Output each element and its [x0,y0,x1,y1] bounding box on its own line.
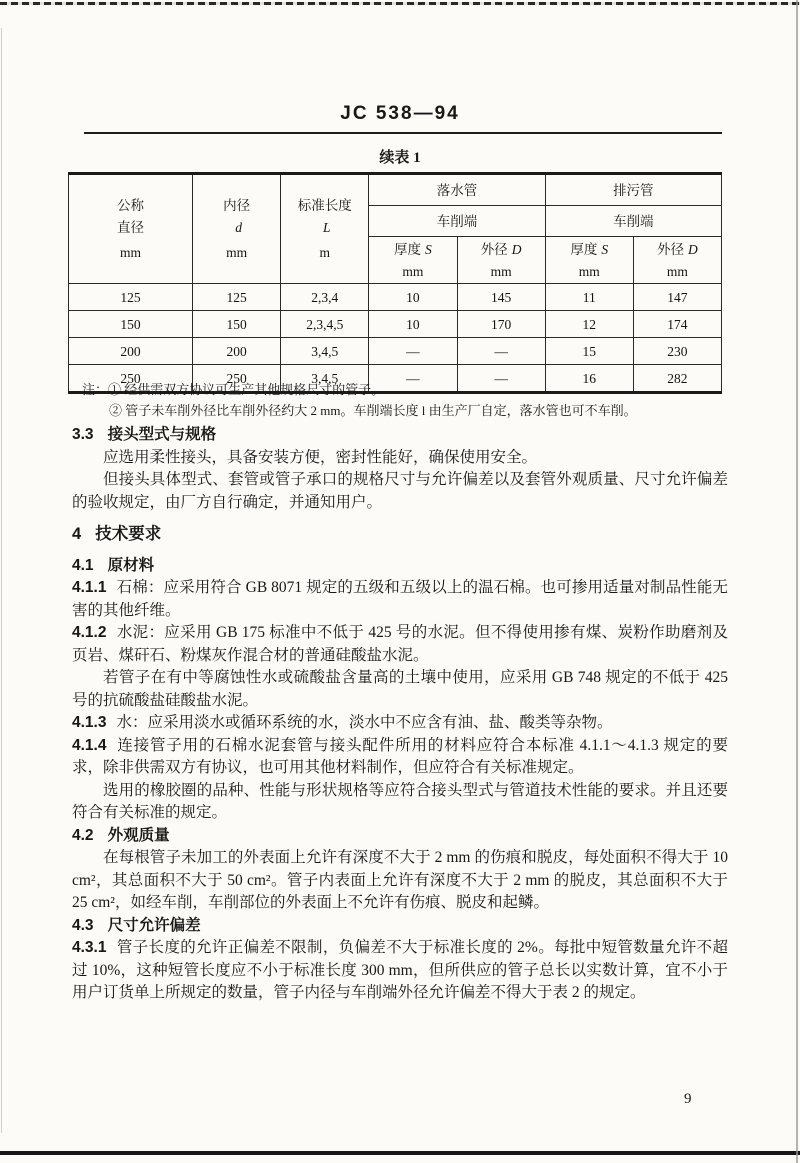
table-cell: 230 [633,338,721,365]
header-rule [84,132,722,134]
note-item-2: ② 管子未车削外径比车削外径约大 2 mm。车削端长度 l 由生产厂自定，落水管也可不车削。 [109,402,637,418]
th-standard-length [281,174,369,284]
th-rain-od [457,237,545,284]
para-4-1-1: 4.1.1 石棉：应采用符合 GB 8071 规定的五级和五级以上的温石棉。也可掺用适量对制品性能无害的其他纤维。 [72,579,728,619]
th-sewage-od [633,237,721,284]
th-unit: mm [666,263,688,279]
table-cell: 10 [369,284,457,311]
table-cell: 3,4,5 [281,365,369,393]
table-cell: 250 [193,365,281,393]
page-number: 9 [684,1091,692,1107]
spec-table [68,172,722,394]
th-sewage-thickness [545,237,633,284]
para-4-3-1: 4.3.1 管子长度的允许正偏差不限制，负偏差不大于标准长度的 2%。每批中短管数量允许不超过 10%，这种短管长度应不小于标准长度 300 mm，但所供应的管子总长以实数计算，宜不小于用户订货单上所规定的数量，管子内径与车削端外径允许偏差不得大于表 2 的规定。 [72,939,728,1001]
table-cell: 125 [69,284,193,311]
th-unit: mm [490,263,512,279]
table-cell: 145 [457,284,545,311]
th-unit: mm [120,244,142,260]
para-3-3-b: 但接头具体型式、套管或管子承口的规格尺寸与允许偏差以及套管外观质量、尺寸允许偏差的验收规定，由厂方自行确定，并通知用户。 [72,471,728,511]
note-label: 注： [82,382,109,397]
th-inner-diameter [193,174,281,284]
table-cell: 10 [369,311,457,338]
th-line: 直径 [117,219,145,235]
table-cell: 174 [633,311,721,338]
table-cell: 11 [545,284,633,311]
th-line: 内径 [223,197,251,213]
para-4-1-2: 4.1.2 水泥：应采用 GB 175 标准中不低于 425 号的水泥。但不得使用掺有煤、炭粉作助磨剂及页岩、煤矸石、粉煤灰作混合材的普通硅酸盐水泥。 [72,624,728,664]
section-heading-4-3: 4.3 尺寸允许偏差 [72,916,201,934]
table-cell: 15 [545,338,633,365]
th-symbol: L [323,219,331,235]
th-line: 外径 D [657,241,698,257]
table-header-row-group [69,174,722,206]
th-symbol: d [235,219,243,235]
section-heading-3-3: 3.3 接头型式与规格 [72,426,217,443]
para-4-1-3: 4.1.3 水：应采用淡水或循环系统的水，淡水中不应含有油、盐、酸类等杂物。 [72,714,613,731]
table-cell: 125 [193,284,281,311]
table-cell: 2,3,4,5 [281,311,369,338]
th-line: 厚度 S [394,241,432,257]
th-unit: mm [402,263,424,279]
section-heading-4: 4 技术要求 [72,525,162,543]
th-unit: mm [578,263,600,279]
th-unit: mm [226,244,248,260]
th-rainwater-pipe: 落水管 [369,174,545,206]
table-cell: — [457,365,545,393]
section-heading-4-1: 4.1 原材料 [72,556,155,574]
table-cell: 150 [193,311,281,338]
table-cell: 16 [545,365,633,393]
scan-right-edge [796,0,798,1163]
para-3-3-a: 应选用柔性接头，具备安装方便，密封性能好，确保使用安全。 [103,448,538,466]
doc-code: JC 538—94 [340,103,460,124]
table-caption: 续表 1 [379,150,421,166]
th-line: 公称 [117,197,145,213]
table-cell: 12 [545,311,633,338]
table-cell: 2,3,4 [281,284,369,311]
table-cell: 200 [69,338,193,365]
table-cell: — [369,338,457,365]
th-line: 外径 D [480,241,522,257]
table-notes [82,380,728,421]
table-cell: 282 [633,365,721,393]
scan-top-edge [0,2,800,5]
section-heading-4-2: 4.2 外观质量 [72,826,170,844]
table-cell: — [369,365,457,393]
table-cell: 147 [633,284,721,311]
note-item-1: 注：① 经供需双方协议可生产其他规格尺寸的管子。 [82,382,385,397]
table-cell: 200 [193,338,281,365]
scan-bottom-edge [0,1151,800,1155]
para-4-1-4-b: 选用的橡胶圈的品种、性能与形状规格等应符合接头型式与管道技术性能的要求。并且还要符合有关标准的规定。 [72,781,728,821]
th-line: 厚度 S [570,241,609,257]
th-unit: m [319,244,331,260]
table-cell: — [457,338,545,365]
document-body [72,380,728,1005]
para-4-1-4: 4.1.4 连接管子用的石棉水泥套管与接头配件所用的材料应符合本标准 4.1.1～4.1.3 规定的要求，除非供需双方有协议，也可用其他材料制作，但应符合有关标准规定。 [72,736,728,776]
table-row [69,338,722,365]
th-turned-end-rain: 车削端 [369,206,545,237]
para-4-2: 在每根管子未加工的外表面上允许有深度不大于 2 mm 的伤痕和脱皮，每处面积不得大于 10 cm²，其总面积不大于 50 cm²。管子内表面上允许有深度不大于 2 mm 的脱皮，其总面积不大于 25 cm²，如经车削，车削部位的外表面上不允许有伤痕、脱皮和起鳞。 [72,849,728,911]
th-rain-thickness [369,237,457,284]
scan-left-edge [1,28,2,1133]
th-nominal-diameter [69,174,193,284]
table-cell: 3,4,5 [281,338,369,365]
table-row [69,284,722,311]
table-cell: 150 [69,311,193,338]
table-row [69,311,722,338]
table-cell: 170 [457,311,545,338]
th-turned-end-sewage: 车削端 [545,206,721,237]
th-line: 标准长度 [297,197,352,213]
para-4-1-2-b: 若管子在有中等腐蚀性水或硫酸盐含量高的土壤中使用，应采用 GB 748 规定的不低于 425 号的抗硫酸盐硅酸盐水泥。 [72,669,728,709]
table-cell: 250 [69,365,193,393]
th-sewage-pipe: 排污管 [545,174,721,206]
